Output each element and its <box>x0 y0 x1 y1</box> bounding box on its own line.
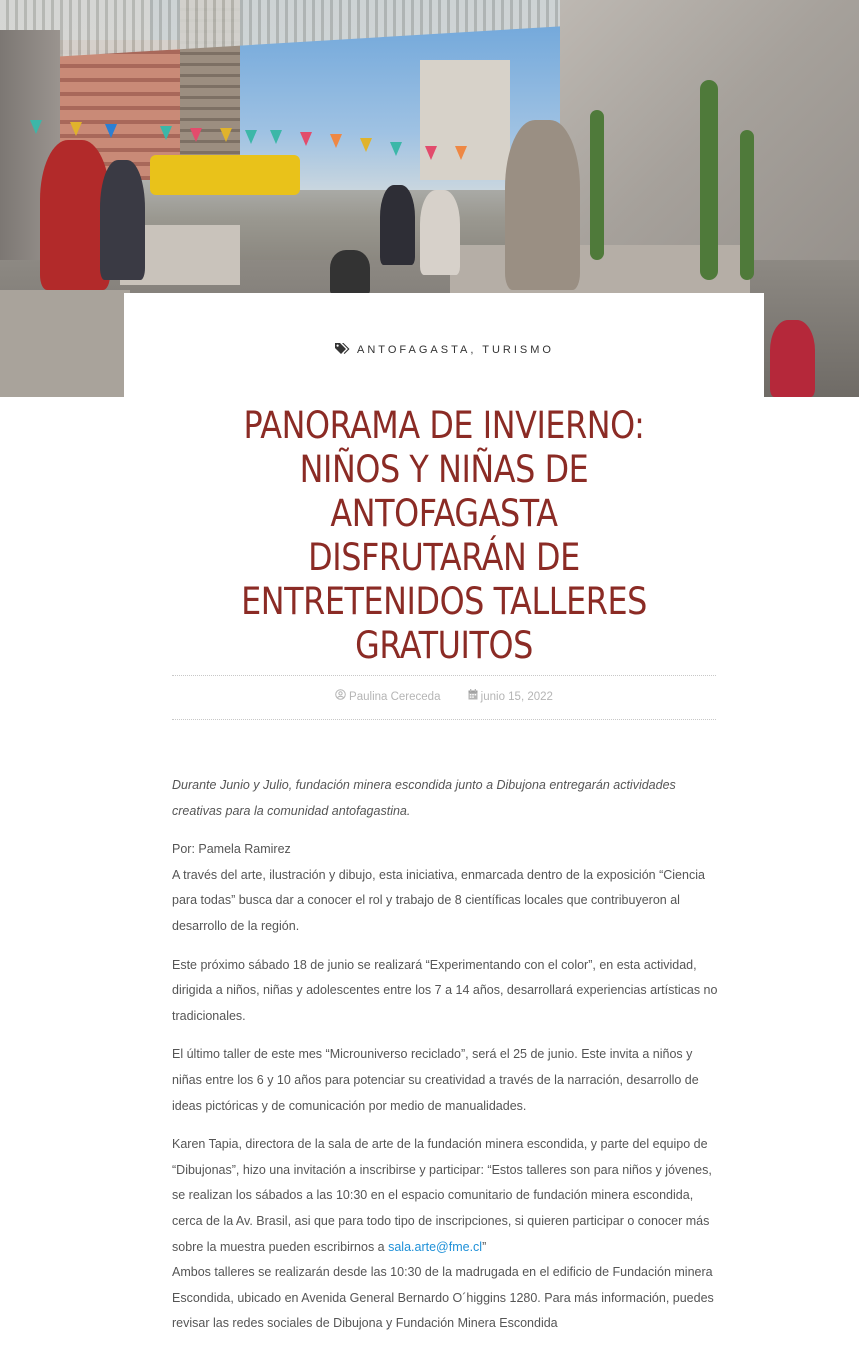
category-card <box>124 293 764 397</box>
date-link[interactable]: junio 15, 2022 <box>480 691 553 703</box>
hero-cactus <box>700 80 718 280</box>
user-circle-icon <box>335 676 346 719</box>
hero-flag <box>330 134 342 148</box>
article-paragraph: Ambos talleres se realizarán desde las 10:30 de la madrugada en el edificio de Fundación minera Escondida, ubicado en Avenida General Bernardo O´higgins 1280. Para más información, puedes revisar las redes sociales de Dibujona y Fundación Minera Escondida <box>172 1265 714 1331</box>
quote-close: ” <box>482 1239 487 1254</box>
hero-flag <box>270 130 282 144</box>
hero-person <box>505 120 580 290</box>
page-title: PANORAMA DE INVIERNO: NIÑOS Y NIÑAS DE ANTOFAGASTA DISFRUTARÁN DE ENTRETENIDOS TALLERES GRATUITOS <box>241 404 647 667</box>
tag-separator: , <box>470 343 477 356</box>
hero-flag <box>105 124 117 138</box>
hero-person <box>330 250 370 295</box>
hero-person <box>770 320 815 397</box>
calendar-icon <box>468 676 478 719</box>
hero-person <box>380 185 415 265</box>
article-paragraph: El último taller de este mes “Microuniverso reciclado”, será el 25 de junio. Este invita a niños y niñas entre los 6 y 10 años para potenciar su creatividad a través de la narración, desarrollo de ideas pictóricas y de comunicación por medio de manualidades. <box>172 1047 699 1113</box>
article-paragraph <box>172 1132 718 1260</box>
article-paragraph: Este próximo sábado 18 de junio se realizará “Experimentando con el color”, en esta actividad, dirigida a niños, niñas y adolescentes entre los 7 a 14 años, desarrollará experiencias artísticas no tradicionales. <box>172 957 718 1023</box>
author-meta <box>335 676 440 719</box>
hero-person <box>100 160 145 280</box>
article-paragraph: A través del arte, ilustración y dibujo, esta iniciativa, enmarcada dentro de la exposición “Ciencia para todas” busca dar a conocer el rol y trabajo de 8 científicas locales que contribuyeron al desarrollo de la región. <box>172 867 705 933</box>
hero-flag <box>30 120 42 134</box>
hero-flag <box>455 146 467 160</box>
article-body <box>172 773 718 1350</box>
article-text: Karen Tapia, directora de la sala de arte de la fundación minera escondida, y parte del equipo de “Dibujonas”, hizo una invitación a inscribirse y participar: “Estos talleres son para niños y jóvenes, se realizan los sábados a las 10:30 en el espacio comunitario de fundación minera escondida, cerca de la Av. Brasil, asi que para todo tipo de inscripciones, si quieren participar o conocer más sobre la muestra pueden escribirnos a <box>172 1137 712 1254</box>
hero-flag <box>300 132 312 146</box>
article-lead: Durante Junio y Julio, fundación minera escondida junto a Dibujona entregarán actividades creativas para la comunidad antofagastina. <box>172 778 676 818</box>
date-meta <box>468 676 553 719</box>
category-tags <box>124 342 764 358</box>
hero-flag <box>390 142 402 156</box>
hero-flag <box>425 146 437 160</box>
hero-flag <box>360 138 372 152</box>
hero-building <box>420 60 510 180</box>
post-meta <box>172 675 716 720</box>
hero-flag <box>160 126 172 140</box>
author-link[interactable]: Paulina Cereceda <box>349 691 441 703</box>
hero-bus <box>150 155 300 195</box>
hero-cactus <box>740 130 754 280</box>
hero-flag <box>220 128 232 142</box>
hero-flag <box>190 128 202 142</box>
article-byline: Por: Pamela Ramirez <box>172 842 291 857</box>
email-link[interactable]: sala.arte@fme.cl <box>388 1239 483 1254</box>
hero-flag <box>70 122 82 136</box>
tags-icon <box>334 342 351 358</box>
hero-cactus <box>590 110 604 260</box>
tag-link-turismo[interactable]: TURISMO <box>482 343 554 356</box>
hero-flag <box>245 130 257 144</box>
tag-link-antofagasta[interactable]: ANTOFAGASTA <box>357 343 471 356</box>
hero-person <box>420 190 460 275</box>
hero-planter <box>0 290 130 397</box>
